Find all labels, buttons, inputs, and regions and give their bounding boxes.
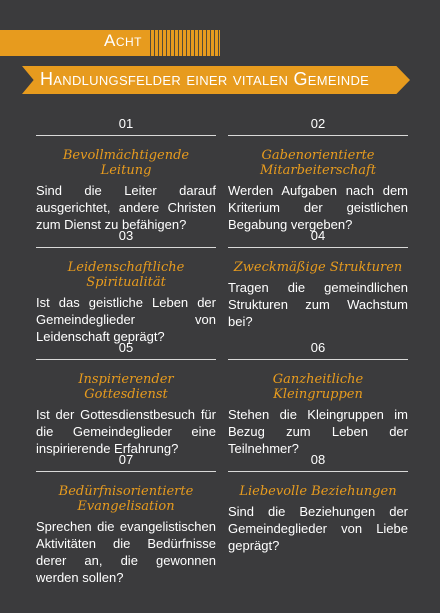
page-title: Handlungsfelder einer vitalen Gemeinde xyxy=(40,69,370,89)
field-item-06 xyxy=(228,340,408,457)
item-question: Sind die Beziehungen der Gemeindeglieder von Liebe geprägt? xyxy=(228,504,408,553)
divider xyxy=(36,247,216,248)
field-item-03 xyxy=(36,228,216,345)
chapter-label: Acht xyxy=(104,31,143,50)
field-item-08 xyxy=(228,452,408,554)
divider xyxy=(36,359,216,360)
field-item-05 xyxy=(36,340,216,457)
item-question: Sind die Leiter darauf ausgerichtet, andere Christen zum Dienst zu befähigen? xyxy=(36,183,216,232)
divider xyxy=(228,359,408,360)
field-item-07 xyxy=(36,452,216,586)
item-heading: Gabenorientierte Mitarbeiterschaft xyxy=(259,148,377,178)
field-item-04 xyxy=(228,228,408,330)
item-question: Ist der Gottesdienstbesuch für die Gemeindeglieder eine inspirierende Erfahrung? xyxy=(36,407,216,456)
item-heading: Liebevolle Beziehungen xyxy=(239,484,397,499)
item-question: Tragen die gemeindlichen Strukturen zum Wachstum bei? xyxy=(228,280,408,329)
item-number: 08 xyxy=(310,452,326,467)
item-heading: Ganzheitliche Kleingruppen xyxy=(272,372,364,402)
item-heading: Inspirierender Gottesdienst xyxy=(78,372,174,402)
field-item-01 xyxy=(36,116,216,233)
item-heading: Bedürfnisorientierte Evangelisation xyxy=(58,484,194,514)
divider xyxy=(36,471,216,472)
divider xyxy=(36,135,216,136)
tab-hatching xyxy=(150,30,220,56)
item-number: 06 xyxy=(310,340,326,355)
divider xyxy=(228,247,408,248)
item-heading: Bevollmächtigende Leitung xyxy=(62,148,190,178)
item-heading: Leidenschaftliche Spiritualität xyxy=(67,260,185,290)
item-number: 03 xyxy=(118,228,134,243)
item-question: Werden Aufgaben nach dem Kriterium der geistlichen Begabung vergeben? xyxy=(228,183,408,232)
item-number: 04 xyxy=(310,228,326,243)
item-number: 02 xyxy=(310,116,326,131)
item-number: 07 xyxy=(118,452,134,467)
item-question: Stehen die Kleingruppen im Bezug zum Leben der Teilnehmer? xyxy=(228,407,408,456)
divider xyxy=(228,471,408,472)
item-question: Sprechen die evangelistischen Aktivitäten die Bedürfnisse derer an, die gewonnen werden sollen? xyxy=(36,519,216,585)
item-question: Ist das geistliche Leben der Gemeindeglieder von Leidenschaft geprägt? xyxy=(36,295,216,344)
divider xyxy=(228,135,408,136)
item-number: 05 xyxy=(118,340,134,355)
item-number: 01 xyxy=(118,116,134,131)
field-item-02 xyxy=(228,116,408,233)
item-heading: Zweckmäßige Strukturen xyxy=(233,260,403,275)
